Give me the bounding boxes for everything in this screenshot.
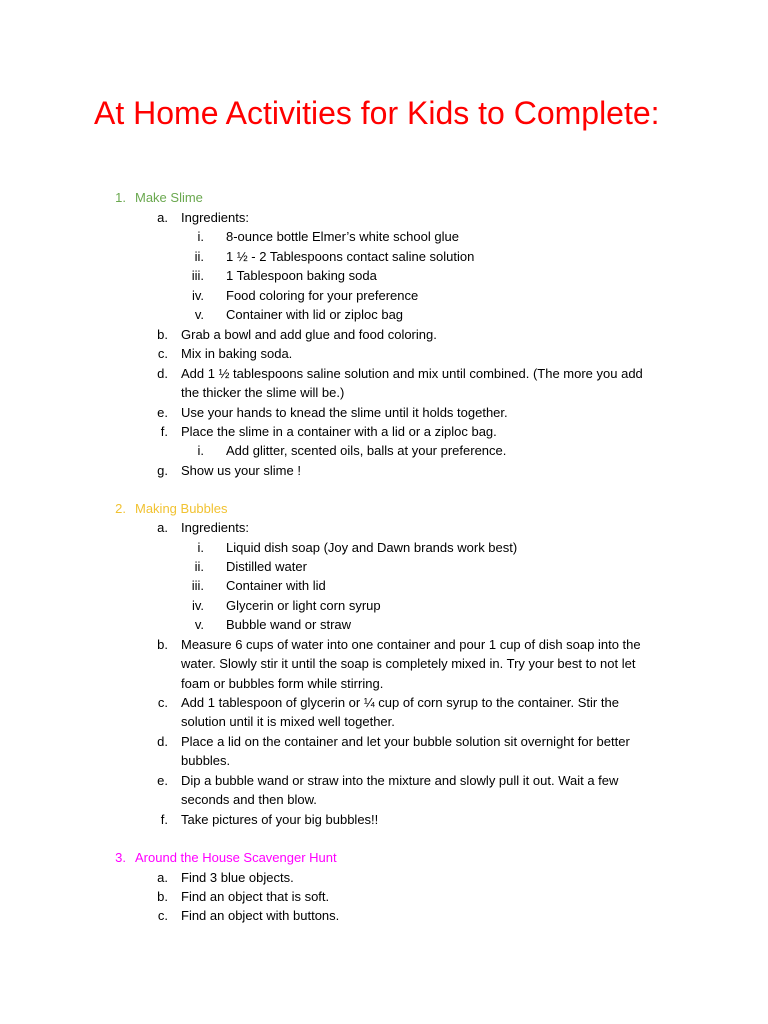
list-item-text: Find an object with buttons.: [181, 908, 340, 923]
list-marker: iii.: [191, 578, 204, 593]
list-item-text: Place the slime in a container with a lid or a ziploc bag.: [181, 424, 497, 439]
list-subitem-text: 8-ounce bottle Elmer’s white school glue: [226, 229, 459, 244]
list-item-text: Place a lid on the container and let your bubble solution sit overnight for better: [181, 734, 630, 749]
list-item-text: Show us your slime !: [181, 463, 301, 478]
list-item-text: Add 1 ½ tablespoons saline solution and mix until combined. (The more you add: [181, 366, 643, 381]
list-marker: iv.: [191, 598, 204, 613]
list-marker: i.: [197, 443, 204, 458]
list-item-text: Grab a bowl and add glue and food coloring.: [181, 327, 437, 342]
list-marker: i.: [197, 540, 204, 555]
list-item-text: Dip a bubble wand or straw into the mixture and slowly pull it out. Wait a few: [181, 773, 619, 788]
list-item-text: Take pictures of your big bubbles!!: [181, 812, 379, 827]
list-item-text-continued: the thicker the slime will be.): [181, 385, 345, 400]
list-marker: c.: [157, 908, 168, 923]
list-subitem-text: Container with lid: [226, 578, 326, 593]
list-marker: a.: [157, 210, 168, 225]
list-subitem-text: Liquid dish soap (Joy and Dawn brands work best): [226, 540, 518, 555]
list-subitem-text: Glycerin or light corn syrup: [226, 598, 381, 613]
list-marker: c.: [157, 346, 168, 361]
list-marker: b.: [157, 889, 168, 904]
list-subitem-text: 1 ½ - 2 Tablespoons contact saline solution: [226, 249, 475, 264]
list-item-text-continued: foam or bubbles form while stirring.: [181, 676, 384, 691]
list-item-text: Add 1 tablespoon of glycerin or ¼ cup of corn syrup to the container. Stir the: [181, 695, 619, 710]
list-subitem-text: Bubble wand or straw: [226, 617, 352, 632]
section-number: 1.: [115, 190, 126, 205]
list-item-text-continued: water. Slowly stir it until the soap is completely mixed in. Try your best to not let: [181, 656, 636, 671]
list-item-text: Measure 6 cups of water into one container and pour 1 cup of dish soap into the: [181, 637, 641, 652]
list-marker: b.: [157, 327, 168, 342]
list-subitem-text: Food coloring for your preference: [226, 288, 419, 303]
list-marker: g.: [157, 463, 168, 478]
section-heading-text: Around the House Scavenger Hunt: [135, 850, 337, 865]
list-item-text: Find 3 blue objects.: [181, 870, 294, 885]
page-title: At Home Activities for Kids to Complete:: [94, 95, 660, 131]
list-marker: e.: [157, 773, 168, 788]
list-marker: ii.: [194, 249, 204, 264]
list-marker: d.: [157, 734, 168, 749]
list-item-text-continued: bubbles.: [181, 753, 231, 768]
list-marker: f.: [160, 812, 168, 827]
list-marker: d.: [157, 366, 168, 381]
list-marker: b.: [157, 637, 168, 652]
list-subitem-text: Container with lid or ziploc bag: [226, 307, 404, 322]
list-item-text-continued: seconds and then blow.: [181, 792, 317, 807]
list-item-text: Use your hands to knead the slime until it holds together.: [181, 405, 508, 420]
list-marker: v.: [194, 617, 204, 632]
list-item-text: Find an object that is soft.: [181, 889, 330, 904]
section-heading-text: Make Slime: [135, 190, 203, 205]
section-heading-text: Making Bubbles: [135, 501, 228, 516]
list-subitem-text: 1 Tablespoon baking soda: [226, 268, 377, 283]
list-item-text: Ingredients:: [181, 520, 249, 535]
list-marker: a.: [157, 520, 168, 535]
list-item-text: Mix in baking soda.: [181, 346, 293, 361]
list-marker: v.: [194, 307, 204, 322]
list-subitem-text: Distilled water: [226, 559, 307, 574]
list-subitem-text: Add glitter, scented oils, balls at your preference.: [226, 443, 507, 458]
list-marker: iv.: [191, 288, 204, 303]
list-item-text-continued: solution until it is mixed well together.: [181, 714, 395, 729]
list-marker: i.: [197, 229, 204, 244]
list-marker: e.: [157, 405, 168, 420]
section-number: 2.: [115, 501, 126, 516]
list-item-text: Ingredients:: [181, 210, 249, 225]
list-marker: ii.: [194, 559, 204, 574]
list-marker: iii.: [191, 268, 204, 283]
list-marker: f.: [160, 424, 168, 439]
list-marker: a.: [157, 870, 168, 885]
list-marker: c.: [157, 695, 168, 710]
section-number: 3.: [115, 850, 126, 865]
